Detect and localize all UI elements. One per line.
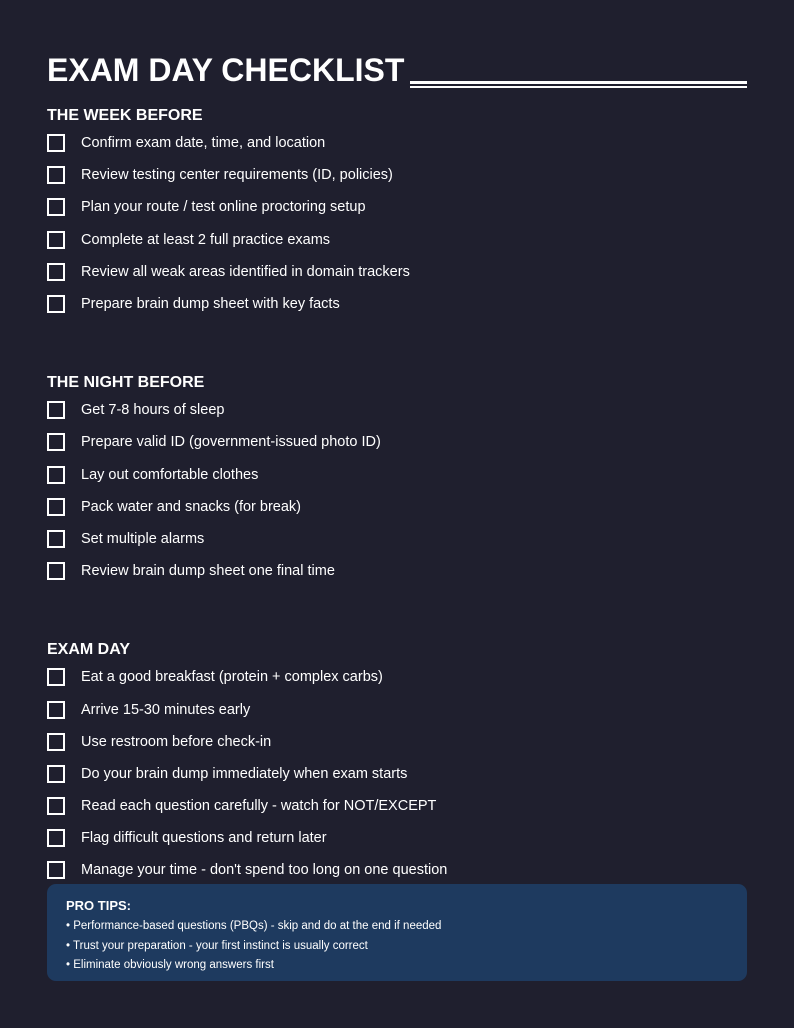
checklist-item-label: Prepare valid ID (government-issued photo ID) — [81, 434, 381, 451]
checklist-item-label: Eat a good breakfast (protein + complex carbs) — [81, 669, 383, 686]
checklist-item — [47, 394, 747, 426]
checklist-item-label: Set multiple alarms — [81, 530, 205, 547]
checklist-item — [47, 459, 747, 491]
checklist-item-label: Complete at least 2 full practice exams — [81, 231, 331, 248]
section-title: THE NIGHT BEFORE — [47, 374, 205, 392]
checklist-item — [47, 790, 747, 822]
section-title: THE WEEK BEFORE — [47, 107, 203, 124]
checklist — [47, 127, 747, 320]
checklist-item — [47, 224, 747, 256]
section-exam-day — [47, 640, 747, 886]
checklist-item — [47, 256, 747, 288]
checkbox[interactable] — [47, 765, 65, 783]
checklist-item-label: Review testing center requirements (ID, policies) — [81, 167, 393, 184]
checklist-item-label: Read each question carefully - watch for NOT/EXCEPT — [81, 798, 437, 815]
checkbox[interactable] — [47, 797, 65, 815]
pro-tips-box — [47, 884, 747, 981]
checklist-item-label: Get 7-8 hours of sleep — [81, 402, 225, 419]
pro-tip: • Performance-based questions (PBQs) - skip and do at the end if needed — [66, 920, 442, 932]
checklist-item — [47, 555, 747, 587]
pro-tip: • Eliminate obviously wrong answers first — [66, 959, 274, 971]
checklist-item-label: Flag difficult questions and return later — [81, 830, 327, 847]
pro-tip: • Trust your preparation - your first instinct is usually correct — [66, 939, 368, 952]
section-week-before — [47, 106, 747, 320]
checkbox[interactable] — [47, 530, 65, 548]
page-title: EXAM DAY CHECKLIST — [47, 52, 405, 88]
checkbox[interactable] — [47, 498, 65, 516]
checklist-item — [47, 288, 747, 320]
checkbox[interactable] — [47, 701, 65, 719]
checkbox[interactable] — [47, 295, 65, 313]
checklist-item — [47, 523, 747, 555]
checklist-item-label: Use restroom before check-in — [81, 733, 272, 750]
checklist-item — [47, 426, 747, 458]
checklist-item — [47, 159, 747, 191]
checklist-item — [47, 127, 747, 159]
checklist-page — [47, 52, 747, 887]
section-night-before — [47, 373, 747, 587]
checklist-item — [47, 661, 747, 693]
checklist — [47, 394, 747, 587]
checklist-item-label: Do your brain dump immediately when exam starts — [81, 765, 408, 782]
checkbox[interactable] — [47, 562, 65, 580]
checklist-item-label: Confirm exam date, time, and location — [81, 135, 326, 152]
checkbox[interactable] — [47, 401, 65, 419]
checkbox[interactable] — [47, 198, 65, 216]
checklist-item-label: Pack water and snacks (for break) — [81, 498, 302, 515]
checklist-item-label: Plan your route / test online proctoring setup — [81, 199, 366, 216]
title-mask — [47, 52, 410, 90]
checklist-item — [47, 491, 747, 523]
checklist-item-label: Arrive 15-30 minutes early — [81, 701, 251, 718]
checkbox[interactable] — [47, 733, 65, 751]
checkbox[interactable] — [47, 829, 65, 847]
checkbox[interactable] — [47, 861, 65, 879]
section-title: EXAM DAY — [47, 641, 130, 659]
checklist-item-label: Review brain dump sheet one final time — [81, 563, 335, 580]
title-row — [47, 52, 747, 90]
checklist-item — [47, 693, 747, 725]
pro-tips-title: PRO TIPS: — [66, 898, 132, 913]
checklist-item-label: Lay out comfortable clothes — [81, 466, 259, 483]
checkbox[interactable] — [47, 166, 65, 184]
checkbox[interactable] — [47, 134, 65, 152]
checklist-item — [47, 726, 747, 758]
checklist — [47, 661, 747, 886]
checkbox[interactable] — [47, 231, 65, 249]
checklist-item-label: Prepare brain dump sheet with key facts — [81, 296, 340, 313]
checklist-item — [47, 191, 747, 223]
checklist-item-label: Review all weak areas identified in domain trackers — [81, 263, 410, 280]
checklist-item — [47, 758, 747, 790]
checkbox[interactable] — [47, 263, 65, 281]
checkbox[interactable] — [47, 668, 65, 686]
checklist-item-label: Manage your time - don't spend too long on one question — [81, 862, 448, 879]
checklist-item — [47, 822, 747, 854]
checklist-item — [47, 854, 747, 886]
checkbox[interactable] — [47, 433, 65, 451]
checkbox[interactable] — [47, 466, 65, 484]
